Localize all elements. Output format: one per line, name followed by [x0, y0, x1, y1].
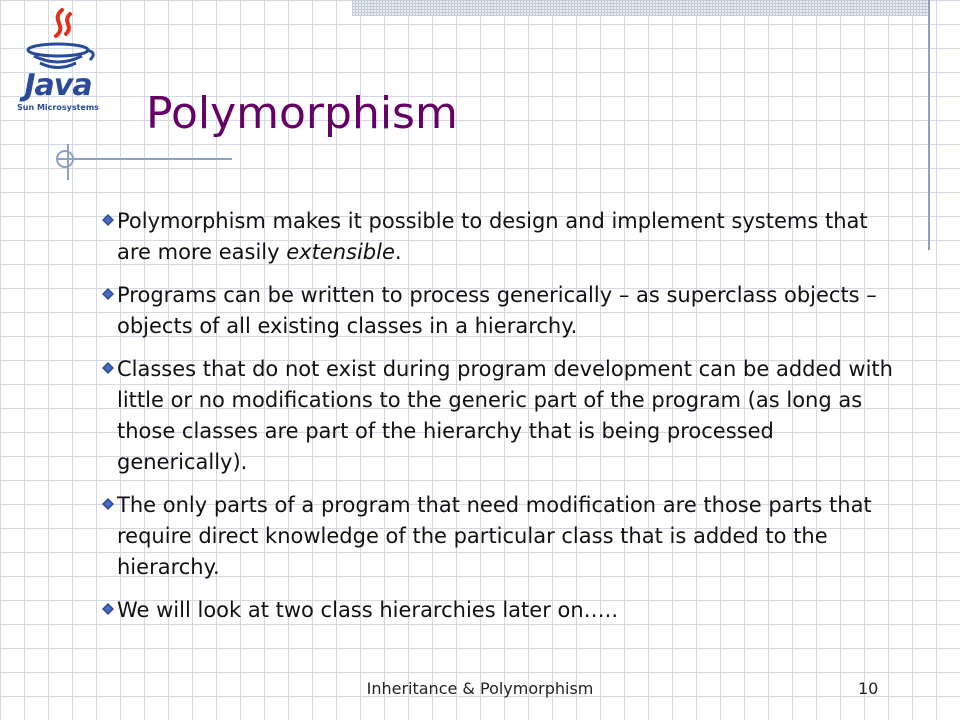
bullet-item [100, 490, 900, 583]
bullet-text-end: . [394, 240, 402, 264]
bullet-text: The only parts of a program that need modification are those parts that require direct knowledge of the particular class that is added to the hierarchy. [117, 493, 872, 579]
bullet-item [100, 354, 900, 478]
java-logo [10, 6, 106, 114]
decorative-top-band [352, 0, 930, 16]
diamond-bullet-icon [102, 288, 114, 300]
bullet-emphasis: extensible [286, 240, 395, 264]
diamond-bullet-icon [102, 214, 114, 226]
decorative-vertical-line [928, 0, 930, 250]
java-coffee-cup-icon [10, 6, 106, 72]
bullet-text: We will look at two class hierarchies later on….. [117, 598, 619, 622]
bullet-text: Programs can be written to process generically – as superclass objects – objects of all existing classes in a hierarchy. [117, 283, 877, 338]
title-crosshair-ring [56, 150, 74, 168]
bullet-item [100, 595, 900, 626]
bullet-text: Polymorphism makes it possible to design and implement systems that are more easily [117, 209, 868, 264]
title-underline [56, 158, 232, 160]
slide-title: Polymorphism [146, 88, 458, 139]
bullet-item [100, 206, 900, 268]
diamond-bullet-icon [102, 498, 114, 510]
diamond-bullet-icon [102, 362, 114, 374]
page-number: 10 [858, 679, 879, 698]
logo-company: Sun Microsystems [17, 103, 99, 112]
bullet-item [100, 280, 900, 342]
footer-title: Inheritance & Polymorphism [366, 679, 594, 698]
bullet-list [100, 206, 900, 638]
diamond-bullet-icon [102, 603, 114, 615]
bullet-text: Classes that do not exist during program development can be added with little or no modifications to the generic part of the program (as long as those classes are part of the hierarchy that is being processed generically). [117, 357, 893, 474]
logo-brand: Java [24, 68, 92, 103]
